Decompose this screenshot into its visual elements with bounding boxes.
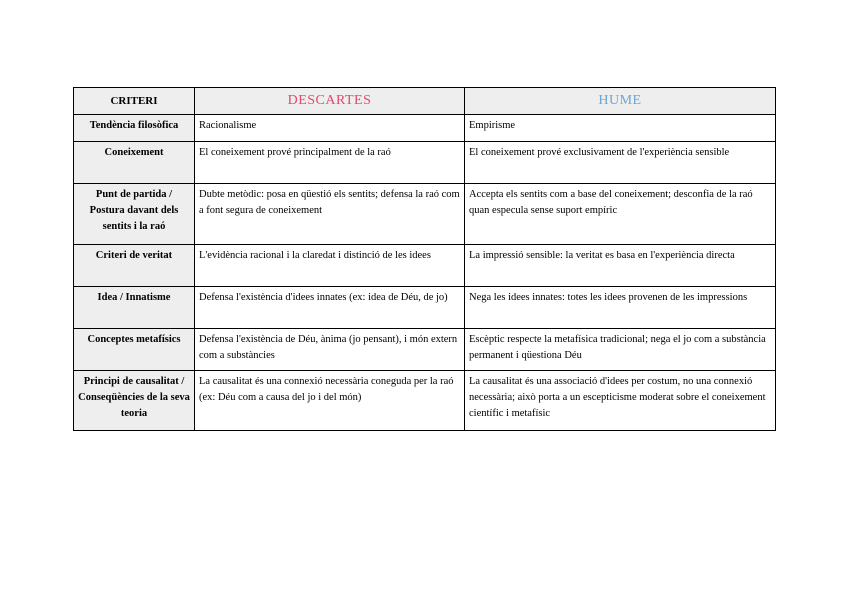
row-criterion: Tendència filosòfica	[74, 115, 195, 142]
descartes-cell: Dubte metòdic: posa en qüestió els sentits; defensa la raó com a font segura de coneixement	[195, 184, 465, 245]
row-criterion: Principi de causalitat / Conseqüències de la seva teoria	[74, 371, 195, 431]
table-row	[74, 245, 776, 287]
row-criterion: Conceptes metafísics	[74, 329, 195, 371]
descartes-cell: L'evidència racional i la claredat i distinció de les idees	[195, 245, 465, 287]
descartes-cell: El coneixement prové principalment de la raó	[195, 142, 465, 184]
hume-cell: La causalitat és una associació d'idees per costum, no una connexió necessària; això porta a un escepticisme moderat sobre el coneixement científic i metafísic	[465, 371, 776, 431]
hume-cell: Escèptic respecte la metafísica tradicional; nega el jo com a substància permanent i qüestiona Déu	[465, 329, 776, 371]
hume-cell: Empirisme	[465, 115, 776, 142]
row-criterion: Punt de partida / Postura davant dels sentits i la raó	[74, 184, 195, 245]
row-criterion: Idea / Innatisme	[74, 287, 195, 329]
table-row	[74, 142, 776, 184]
descartes-cell: La causalitat és una connexió necessària coneguda per la raó (ex: Déu com a causa del jo i del món)	[195, 371, 465, 431]
table-row	[74, 184, 776, 245]
row-criterion: Coneixement	[74, 142, 195, 184]
descartes-cell: Defensa l'existència d'idees innates (ex: idea de Déu, de jo)	[195, 287, 465, 329]
descartes-cell: Racionalisme	[195, 115, 465, 142]
header-criteri: CRITERI	[74, 88, 195, 115]
hume-cell: Accepta els sentits com a base del coneixement; desconfia de la raó quan especula sense suport empíric	[465, 184, 776, 245]
table-header-row	[74, 88, 776, 115]
header-hume: HUME	[465, 88, 776, 115]
header-descartes: DESCARTES	[195, 88, 465, 115]
table-row	[74, 115, 776, 142]
row-criterion: Criteri de veritat	[74, 245, 195, 287]
table-row	[74, 287, 776, 329]
hume-cell: La impressió sensible: la veritat es basa en l'experiència directa	[465, 245, 776, 287]
descartes-cell: Defensa l'existència de Déu, ànima (jo pensant), i món extern com a substàncies	[195, 329, 465, 371]
comparison-table	[73, 87, 776, 431]
table-row	[74, 371, 776, 431]
hume-cell: El coneixement prové exclusivament de l'experiència sensible	[465, 142, 776, 184]
table-row	[74, 329, 776, 371]
hume-cell: Nega les idees innates: totes les idees provenen de les impressions	[465, 287, 776, 329]
